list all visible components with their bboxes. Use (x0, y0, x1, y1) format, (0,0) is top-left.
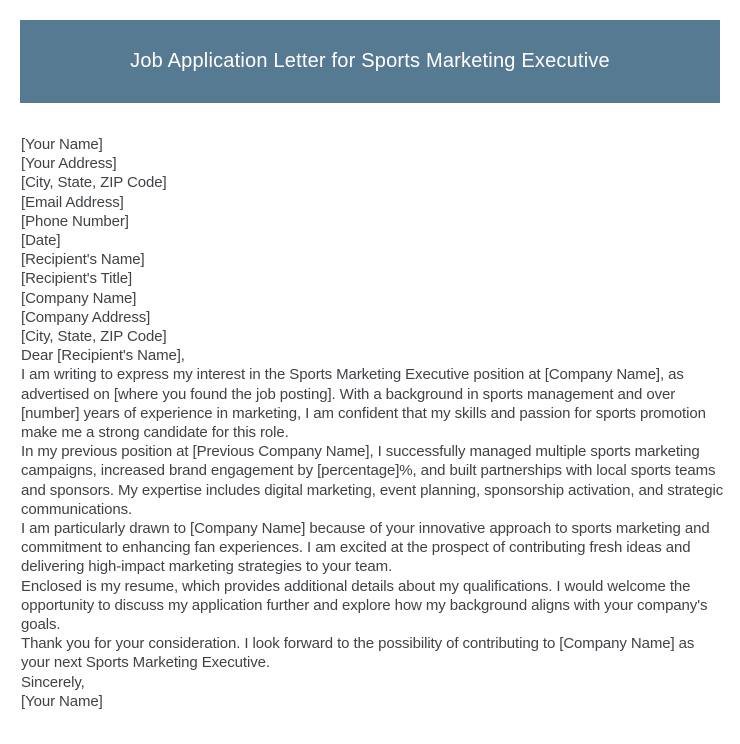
sender-address-line: [Your Name] (21, 136, 103, 153)
recipient-address-line: [Company Address] (21, 308, 151, 326)
letter-body (21, 135, 725, 711)
sender-address-line: [Phone Number] (21, 212, 129, 230)
recipient-address-line: [Recipient's Name] (21, 251, 145, 269)
page (0, 20, 740, 744)
signature-placeholder: [Your Name] (21, 692, 103, 710)
document-header-band (20, 20, 720, 103)
paragraph-motivation: I am particularly drawn to [Company Name] because of your innovative approach to sports marketing and commitment to enhancing fan experiences. I am excited at the prospect of contributing fresh ideas and delivering high-impact marketing strategies to your team. (21, 520, 710, 576)
closing: Sincerely, (21, 673, 85, 691)
date-line: [Date] (21, 232, 61, 250)
paragraph-introduction: I am writing to express my interest in the Sports Marketing Executive position at [Company Name], as advertised on [where you found the job posting]. With a background in sports management and over [number] years of experience in marketing, I am confident that my skills and passion for sports promotion make me a strong candidate for this role. (21, 366, 706, 442)
paragraph-resume: Enclosed is my resume, which provides additional details about my qualifications. I would welcome the opportunity to discuss my application further and explore how my background aligns with your company's goals. (21, 577, 708, 634)
sender-address-line: [Your Address] (21, 155, 117, 173)
recipient-address-line: [Recipient's Title] (21, 270, 133, 288)
sender-address-line: [Email Address] (21, 193, 124, 211)
salutation: Dear [Recipient's Name], (21, 347, 185, 365)
recipient-address-line: [Company Name] (21, 289, 137, 307)
paragraph-thanks: Thank you for your consideration. I look forward to the possibility of contributing to [Company Name] as your next Sports Marketing Executive. (21, 635, 695, 672)
recipient-address-line: [City, State, ZIP Code] (21, 328, 167, 346)
sender-address-line: [City, State, ZIP Code] (21, 174, 167, 192)
page-title: Job Application Letter for Sports Marketing Executive (130, 50, 610, 72)
paragraph-experience: In my previous position at [Previous Company Name], I successfully managed multiple sports marketing campaigns, increased brand engagement by [percentage]%, and built partnerships with local sports teams and sponsors. My expertise includes digital marketing, event planning, sponsorship activation, and strategic communications. (21, 443, 724, 518)
